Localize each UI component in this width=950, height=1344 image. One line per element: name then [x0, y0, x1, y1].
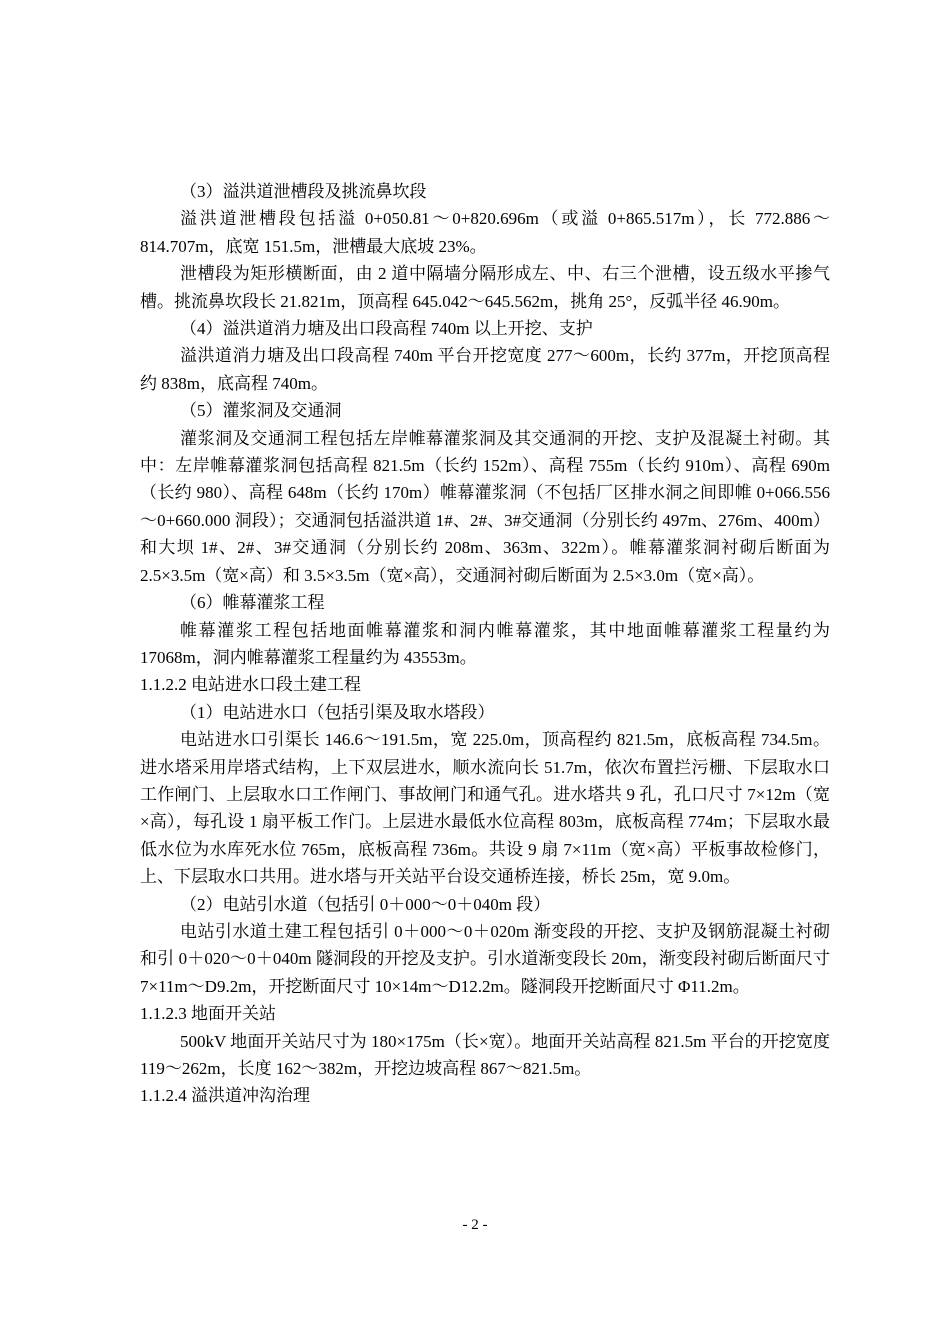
- page-body: [140, 178, 830, 1110]
- section-heading: 1.1.2.3 地面开关站: [140, 1004, 276, 1024]
- subheading: （5）灌浆洞及交通洞: [180, 401, 342, 421]
- subheading: （3）溢洪道泄槽段及挑流鼻坎段: [180, 182, 427, 201]
- section-heading: 1.1.2.2 电站进水口段土建工程: [140, 675, 361, 695]
- body-paragraph: 溢洪道消力塘及出口段高程 740m 平台开挖宽度 277～600m，长约 377m，开挖顶高程约 838m，底高程 740m。: [140, 346, 830, 393]
- subheading: （4）溢洪道消力塘及出口段高程 740m 以上开挖、支护: [180, 319, 593, 339]
- body-paragraph: 溢洪道泄槽段包括溢 0+050.81～0+820.696m（或溢 0+865.517m），长 772.886～814.707m，底宽 151.5m，泄槽最大底坡 23%。: [140, 209, 830, 256]
- subheading: （1）电站进水口（包括引渠及取水塔段）: [180, 702, 495, 722]
- body-paragraph: 电站进水口引渠长 146.6～191.5m，宽 225.0m，顶高程约 821.5m，底板高程 734.5m。进水塔采用岸塔式结构，上下双层进水，顺水流向长 51.7m，依次布置拦污栅、下层取水口工作闸门、上层取水口工作闸门、事故闸门和通气孔。进水塔共 9 孔，孔口尺寸 7×12m（宽×高），每孔设 1 扇平板工作门。上层进水最低水位高程 803m，底板高程 774m；下层取水最低水位为水库死水位 765m，底板高程 736m。共设 9 扇 7×11m（宽×高）平板事故检修门，上、下层取水口共用。进水塔与开关站平台设交通桥连接，桥长 25m，宽 9.0m。: [140, 730, 830, 887]
- page-number: - 2 -: [462, 1217, 488, 1233]
- subheading: （2）电站引水道（包括引 0＋000～0＋040m 段）: [180, 894, 551, 914]
- subheading: （6）帷幕灌浆工程: [180, 593, 325, 613]
- body-paragraph: 灌浆洞及交通洞工程包括左岸帷幕灌浆洞及其交通洞的开挖、支护及混凝土衬砌。其中：左岸帷幕灌浆洞包括高程 821.5m（长约 152m）、高程 755m（长约 910m）、高程 690m（长约 980）、高程 648m（长约 170m）帷幕灌浆洞（不包括厂区排水洞之间即帷 0+066.556～0+660.000 洞段）；交通洞包括溢洪道 1#、2#、3#交通洞（分别长约 497m、276m、400m）和大坝 1#、2#、3#交通洞（分别长约 208m、363m、322m）。帷幕灌浆洞衬砌后断面为 2.5×3.5m（宽×高）和 3.5×3.5m（宽×高），交通洞衬砌后断面为 2.5×3.0m（宽×高）。: [140, 428, 830, 585]
- body-paragraph: 泄槽段为矩形横断面，由 2 道中隔墙分隔形成左、中、右三个泄槽，设五级水平掺气槽。挑流鼻坎段长 21.821m，顶高程 645.042～645.562m，挑角 25°，反弧半径 46.90m。: [140, 264, 830, 311]
- body-paragraph: 帷幕灌浆工程包括地面帷幕灌浆和洞内帷幕灌浆，其中地面帷幕灌浆工程量约为 17068m，洞内帷幕灌浆工程量约为 43553m。: [140, 620, 830, 667]
- body-paragraph: 500kV 地面开关站尺寸为 180×175m（长×宽）。地面开关站高程 821.5m 平台的开挖宽度 119～262m，长度 162～382m，开挖边坡高程 867～821.5m。: [140, 1031, 830, 1078]
- section-heading: 1.1.2.4 溢洪道冲沟治理: [140, 1086, 310, 1106]
- body-paragraph: 电站引水道土建工程包括引 0＋000～0＋020m 渐变段的开挖、支护及钢筋混凝土衬砌和引 0＋020～0＋040m 隧洞段的开挖及支护。引水道渐变段长 20m，渐变段衬砌后断面尺寸 7×11m～D9.2m，开挖断面尺寸 10×14m～D12.2m。隧洞段开挖断面尺寸 Φ11.2m。: [140, 921, 830, 996]
